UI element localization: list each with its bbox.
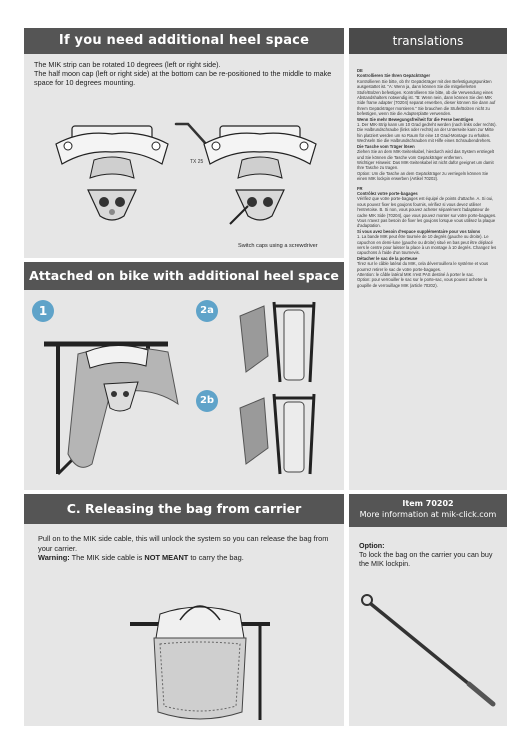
item-text	[349, 527, 507, 569]
attached-title: Attached on bike with additional heel space	[24, 262, 344, 290]
attached-panel	[24, 262, 344, 490]
de-paragraph-3: Ziehen Sie an dem MIK-Seitenkabel, hierdurch wird das System entriegelt und Sie können die Tasche vom Gepäckträger entfernen.	[357, 149, 495, 160]
item-panel	[349, 494, 507, 726]
fr-option: Option: pour verrouiller le sac sur le porte-sac, vous pouvez acheter la goupille de verrouillage MIK (article 70202).	[357, 277, 488, 288]
item-title: Item 70202	[402, 499, 454, 508]
fr-paragraph-1: Vérifiez que votre porte-bagages est équipé de points d'attache. A. Si oui, vous pouvez fixer les goujons fournis, vérifiez si vous devez utiliser l'entretoise. B. Si non, vous pouvez acheter séparément l'adaptateur de cadre MIK Side (70204), que vous pouvez monter sur votre porte-bagages. Vous n'avez pas besoin de fixer les goujons lorsque vous utilisez la plaque d'adaptation.	[357, 196, 497, 229]
bike-carrier-illustration	[38, 324, 188, 490]
mik-plate-illustration-left	[52, 120, 172, 230]
step-1-badge: 1	[32, 300, 54, 322]
heel-line-1: The MIK strip can be rotated 10 degrees (left or right side).	[34, 60, 221, 69]
lang-fr-label: FR	[357, 185, 363, 191]
de-heading-3: Die Tasche vom Träger lösen	[357, 143, 415, 149]
step-2a-badge: 2a	[196, 300, 218, 322]
lockpin-illustration	[353, 590, 503, 710]
release-text	[24, 524, 344, 563]
warning-text-1: The MIK side cable is	[69, 553, 145, 563]
screwdriver-caption: Switch caps using a screwdriver	[238, 243, 318, 249]
de-warning: Wichtiger Hinweis: Das MIK-Seitenkabel ist nicht dafür geeignet um damit Ihre Tasche zu tragen.	[357, 159, 494, 171]
de-heading-2: Wenn Sie mehr Bewegungsfreiheit für die Ferse benötigen	[357, 116, 474, 122]
release-title: C. Releasing the bag from carrier	[24, 494, 344, 524]
tool-label: TX 25	[190, 159, 204, 165]
heel-space-text	[24, 54, 344, 87]
translations-panel	[349, 28, 507, 490]
item-subtitle: More information at mik-click.com	[359, 510, 497, 519]
de-paragraph-2: 1. Der MIK-Strip kann um 10 Grad gedreht werden (nach links oder rechts). Die Halbrundschraube (links oder rechts) an der Unterseite kann zur Mitte hin platziert werden um so Raum für eine 10 Grad-Montage zu erhalten. Wechseln Sie die Halbrundschrauben mit Hilfe eines Schraubendrehers.	[357, 122, 497, 144]
de-option: Option: Um die Tasche an dem Gepäckträger zu verriegeln können Sie einen MIK lockpin erwerben (Artikel 70202).	[357, 170, 489, 182]
translations-body	[349, 54, 507, 288]
translations-title: translations	[349, 28, 507, 54]
bag-side-view-2a	[234, 296, 344, 386]
de-heading-1: Kontrollieren Sie Ihren Gepäckträger	[357, 73, 431, 79]
fr-paragraph-2: 1. La bande MIK peut être tournée de 10 degrés (gauche ou droite). Le capuchon en demi-lune (gauche ou droite) situé en bas peut être déplacé vers le centre pour laisser la place à un montage à 10 degrés. Changez les capuchons à l'aide d'un tournevis.	[357, 234, 497, 256]
heel-space-title: If you need additional heel space	[24, 28, 344, 54]
fr-heading-2: Si vous avez besoin d'espace supplémentaire pour vos talons	[357, 228, 481, 234]
option-label: Option:	[359, 541, 385, 550]
bag-on-carrier-illustration	[120, 594, 280, 724]
lang-de-label: DE	[357, 68, 363, 73]
release-panel	[24, 494, 344, 726]
release-warning	[38, 553, 330, 563]
fr-heading-1: Contrôlez votre porte-bagages	[357, 190, 418, 196]
release-paragraph: Pull on to the MIK side cable, this will unlock the system so you can release the bag from your carrier.	[38, 534, 329, 553]
option-text: To lock the bag on the carrier you can buy the MIK lockpin.	[359, 550, 493, 569]
fr-paragraph-3: Tirez sur le câble latéral du MIK, cela déverrouillera le système et vous pourrez retirer le sac de votre porte-bagages.	[357, 261, 489, 272]
warning-label: Warning:	[38, 553, 70, 563]
item-band	[349, 494, 507, 527]
de-paragraph-1: Kontrollieren Sie bitte, ob Ihr Gepäckträger mit den Befestigungspunkten ausgestattet ist. "A: Wenn ja, dann können Sie die mitgelieferten Stufe/Bolzen befestigen. Kontrollieren Sie bitte, ob die Verwendung eines Abstandshalters notwendig ist. "B: Wenn nein, dann können Sie den MIK Side frame adapter (70204) separat erwerben, dieser können Sie dann auf Ihrem Gepäckträger montieren." Sie brauchen die Stufe/Bolzen nicht zu befestigen, wenn Sie die Adapterplatte verwenden.	[357, 78, 496, 117]
warning-strong: NOT MEANT	[144, 553, 189, 563]
fr-warning: Attention: le câble latéral MIK n'est PAS destiné à porter le sac.	[357, 272, 475, 278]
warning-text-2: to carry the bag.	[188, 553, 244, 563]
fr-heading-3: Détacher le sac de la porteuse	[357, 255, 418, 261]
heel-line-2: The half moon cap (left or right side) at the bottom can be re-positioned to the middle to make space for 10 degrees mounting.	[34, 69, 332, 87]
bag-side-view-2b	[234, 388, 344, 478]
heel-space-panel	[24, 28, 344, 258]
step-2b-badge: 2b	[196, 390, 218, 412]
mik-plate-illustration-right	[200, 120, 320, 230]
